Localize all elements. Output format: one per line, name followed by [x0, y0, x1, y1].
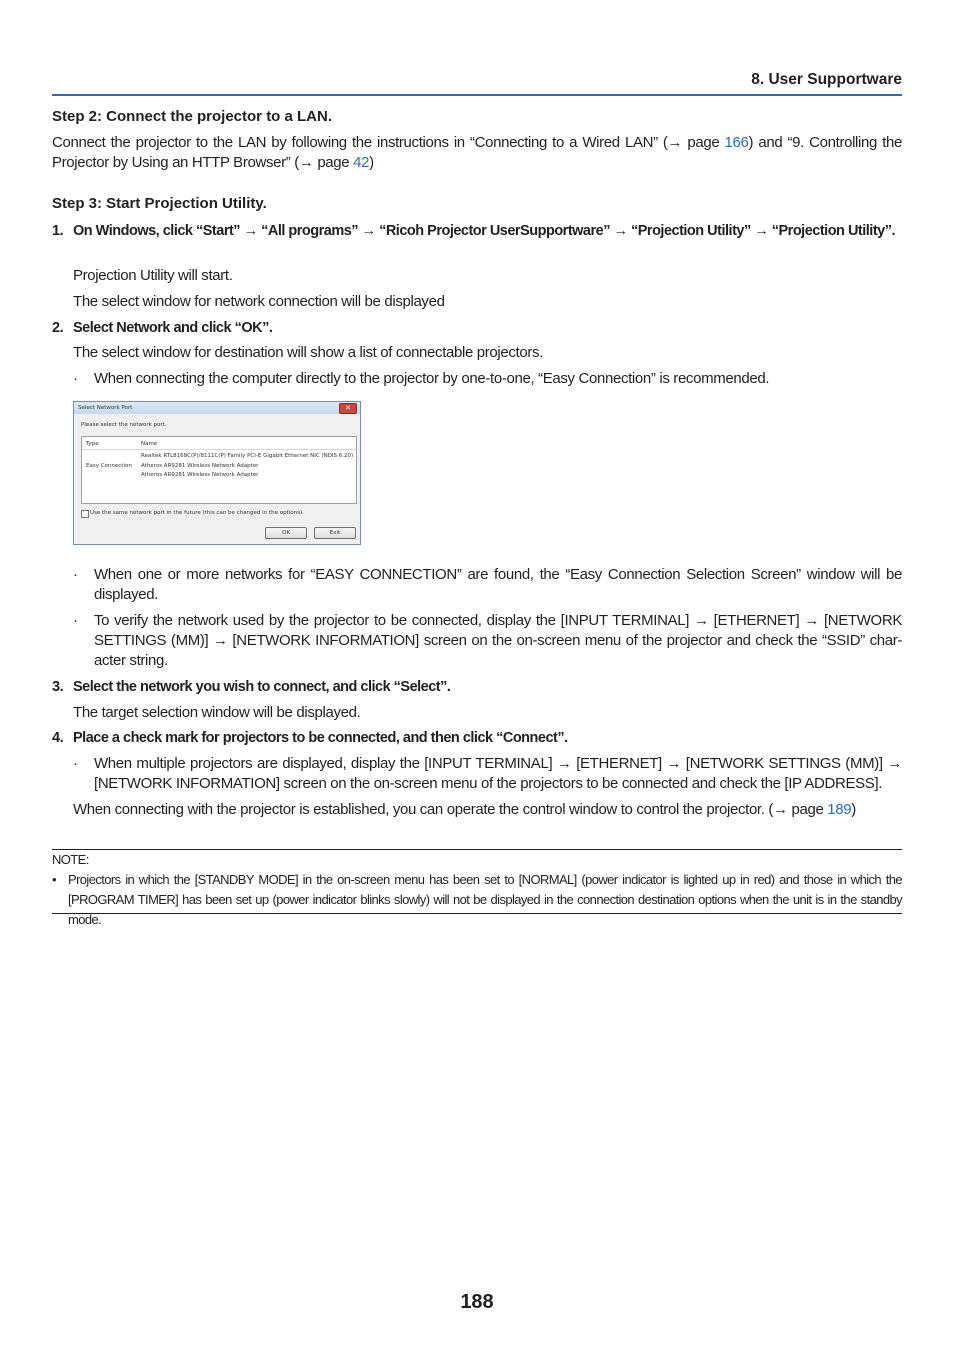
- page-header: [52, 70, 902, 96]
- item4-title: Place a check mark for projectors to be connected, and then click “Connect”.: [73, 730, 568, 746]
- dialog-title-bar: [74, 402, 360, 414]
- remember-port-checkbox[interactable]: [81, 510, 89, 518]
- note-bottom-rule: [52, 913, 902, 914]
- step3-heading: Step 3: Start Projection Utility.: [52, 195, 267, 212]
- step2-body-text-3: ): [369, 154, 374, 171]
- item2-title: Select Network and click “OK”.: [73, 320, 273, 336]
- bullet-glyph: ·: [73, 612, 78, 629]
- item4-number: 4.: [52, 730, 64, 746]
- note-text: Projectors in which the [STANDBY MODE] in the on-screen menu has been set to [NORMAL] (power indicator is lighted up in red) and those in which the [PROGRAM TIMER] has been set up (power indicator blinks slowly) will not be displayed in the connection destination options when the unit is in the standby mode.: [68, 872, 902, 927]
- col-header-name: Name: [141, 441, 158, 447]
- item4-bullet1: When multiple projectors are displayed, display the [INPUT TERMINAL] → [ETHERNET] → [NETWORK SETTINGS (MM)] → [NETWORK INFORMATION] screen on the on-screen menu of the projectors to be connected and check the [IP ADDRESS].: [94, 755, 902, 792]
- note-top-rule: [52, 849, 902, 850]
- row2-type: Easy Connection: [86, 463, 132, 469]
- page-link-189[interactable]: 189: [827, 801, 852, 818]
- bullet-glyph: ·: [73, 370, 78, 387]
- item2-bullet3: To verify the network used by the projector to be connected, display the [INPUT TERMINAL] → [ETHERNET] → [NETWORK SETTINGS (MM)] → [NETWORK INFORMATION] screen on the on-screen menu of the projector and check the “SSID” char-acter string.: [94, 612, 902, 669]
- col-header-type: Type: [86, 441, 99, 447]
- step2-body-text-1: Connect the projector to the LAN by following the instructions in “Connecting to a Wired LAN” (→ page: [52, 134, 725, 151]
- remember-port-label: Use the same network port in the future (this can be changed in the options).: [90, 510, 304, 516]
- item2-bullet1: When connecting the computer directly to the projector by one-to-one, “Easy Connection” is recommended.: [94, 370, 770, 387]
- item2-bullet2: When one or more networks for “EASY CONNECTION” are found, the “Easy Connection Selection Screen” window will be displayed.: [94, 566, 902, 603]
- ok-button[interactable]: OK: [265, 527, 307, 539]
- bullet-glyph: ·: [73, 566, 78, 583]
- step2-body-text-2: ) and “9. Controlling the Projector by Using an HTTP Browser” (→ page: [52, 134, 902, 171]
- close-icon[interactable]: ✕: [339, 403, 357, 414]
- dialog-title: Select Network Port: [78, 405, 133, 411]
- page-link-166[interactable]: 166: [724, 134, 749, 151]
- select-network-port-dialog: [73, 401, 361, 545]
- item1-line1: Projection Utility will start.: [73, 267, 233, 284]
- note-bullet: •: [52, 872, 56, 887]
- page-number: 188: [460, 1291, 494, 1313]
- note-label: NOTE:: [52, 852, 89, 867]
- dialog-prompt: Please select the network port.: [81, 422, 167, 428]
- step2-heading: Step 2: Connect the projector to a LAN.: [52, 108, 333, 125]
- item1-title: On Windows, click “Start” → “All programs” → “Ricoh Projector UserSupportware” → “Projection Utility” → “Projection Utility”.: [73, 223, 895, 239]
- item1-line2: The select window for network connection will be displayed: [73, 293, 445, 310]
- page-link-42[interactable]: 42: [353, 154, 370, 171]
- item2-number: 2.: [52, 320, 64, 336]
- item4-closing-text-1: When connecting with the projector is established, you can operate the control window to control the projector. (→ page: [73, 801, 828, 818]
- bullet-glyph: ·: [73, 755, 78, 772]
- network-port-list[interactable]: [81, 436, 357, 504]
- item3-title: Select the network you wish to connect, and click “Select”.: [73, 679, 451, 695]
- exit-button[interactable]: Exit: [314, 527, 356, 539]
- row3-name[interactable]: Atheros AR9281 Wireless Network Adapter: [141, 472, 259, 478]
- step2-body: [52, 133, 902, 173]
- item3-number: 3.: [52, 679, 64, 695]
- item3-line1: The target selection window will be displayed.: [73, 704, 361, 721]
- item4-closing-text-2: ): [851, 801, 856, 818]
- item4-closing: [73, 800, 902, 820]
- item1-number: 1.: [52, 223, 64, 239]
- row1-name[interactable]: Realtek RTL8168C(P)/8111C(P) Family PCI-E Gigabit Ethernet NIC (NDIS 6.20): [141, 453, 354, 459]
- item2-line1: The select window for destination will show a list of connectable projectors.: [73, 344, 543, 361]
- row2-name[interactable]: Atheros AR9281 Wireless Network Adapter: [141, 463, 259, 469]
- header-divider: [82, 449, 356, 450]
- section-title: 8. User Supportware: [751, 71, 902, 88]
